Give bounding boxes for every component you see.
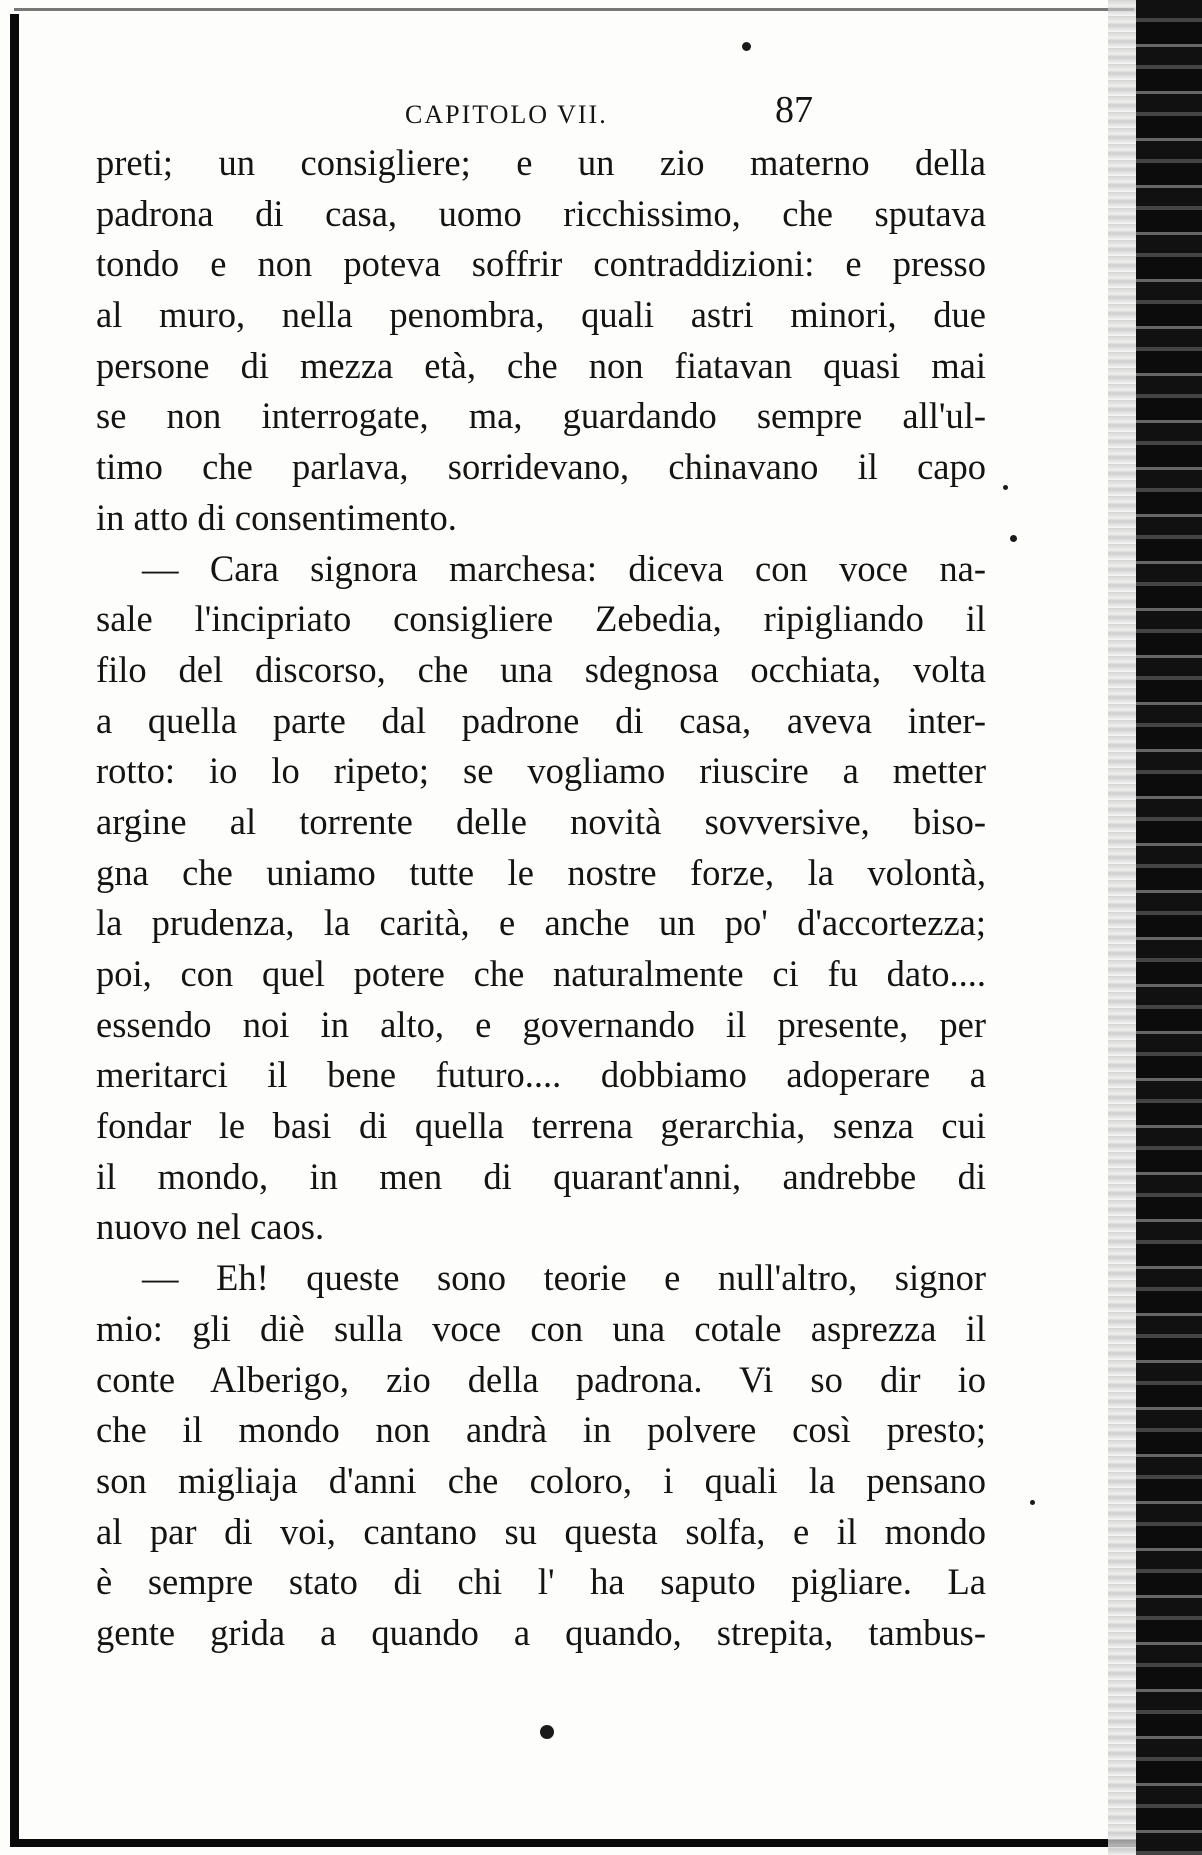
text-line: il mondo, in men di quarant'anni, andrebbe di [96,1155,986,1197]
running-head [330,88,990,138]
text-line: filo del discorso, che una sdegnosa occhiata, volta [96,648,986,690]
body-text [96,138,986,1659]
text-line: in atto di consentimento. [96,496,457,538]
text-line: padrona di casa, uomo ricchissimo, che sputava [96,192,986,234]
page-number: 87 [775,89,813,131]
text-line: — Eh! queste sono teorie e null'altro, signor [142,1257,986,1299]
text-line: conte Alberigo, zio della padrona. Vi so dir io [96,1358,986,1400]
text-line: argine al torrente delle novità sovversive, biso- [96,800,986,842]
text-line: tondo e non poteva soffrir contraddizioni: e presso [96,243,986,285]
text-line: sale l'incipriato consigliere Zebedia, ripigliando il [96,598,986,640]
text-line: rotto: io lo ripeto; se vogliamo riuscire a metter [96,750,986,792]
text-line: meritarci il bene futuro.... dobbiamo adoperare a [96,1054,986,1096]
chapter-title: CAPITOLO VII. [405,100,608,129]
text-line: gente grida a quando a quando, strepita, tambus- [96,1611,986,1653]
text-line: al muro, nella penombra, quali astri minori, due [96,294,986,336]
text-line: al par di voi, cantano su questa solfa, e il mondo [96,1510,986,1552]
text-line: la prudenza, la carità, e anche un po' d'accortezza; [96,902,986,944]
text-line: timo che parlava, sorridevano, chinavano il capo [96,446,986,488]
text-line: che il mondo non andrà in polvere così presto; [96,1409,986,1451]
text-line: — Cara signora marchesa: diceva con voce na- [142,547,986,589]
text-line: persone di mezza età, che non fiatavan quasi mai [96,344,986,386]
text-line: gna che uniamo tutte le nostre forze, la volontà, [96,851,986,893]
text-line: se non interrogate, ma, guardando sempre all'ul- [96,395,986,437]
text-line: poi, con quel potere che naturalmente ci fu dato.... [96,953,986,994]
text-line: son migliaja d'anni che coloro, i quali la pensano [96,1459,986,1501]
text-line: nuovo nel caos. [96,1206,325,1248]
text-line: preti; un consigliere; e un zio materno della [96,142,986,183]
text-line: essendo noi in alto, e governando il presente, per [96,1003,986,1045]
text-line: a quella parte dal padrone di casa, aveva inter- [96,699,986,741]
text-line: fondar le basi di quella terrena gerarchia, senza cui [96,1105,986,1147]
text-line: è sempre stato di chi l' ha saputo pigliare. La [96,1561,986,1603]
text-line: mio: gli diè sulla voce con una cotale asprezza il [96,1307,986,1349]
